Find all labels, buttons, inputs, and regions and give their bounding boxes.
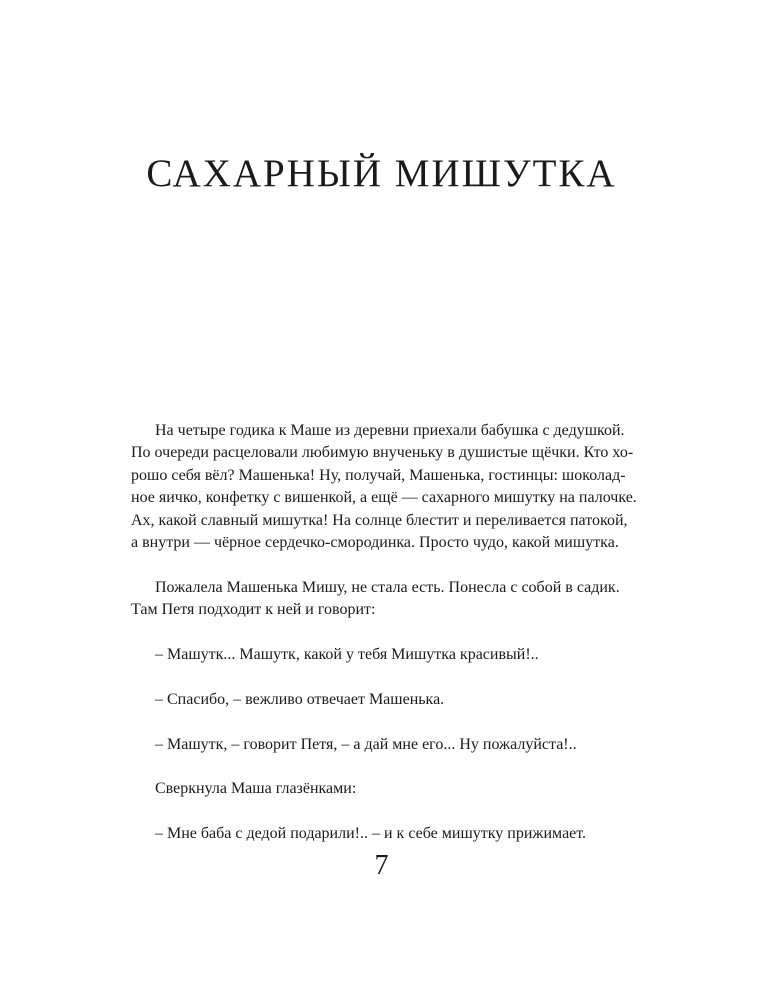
text-line: Ах, какой славный мишутка! На солнце блестит и переливается патокой, (131, 511, 628, 529)
text-line: ное яичко, конфетку с вишенкой, а ещё — сахарного мишутку на палочке. (131, 489, 637, 507)
text-line: По очереди расцеловали любимую внученьку в душистые щёчки. Кто хо- (131, 444, 634, 462)
text-line: Там Петя подходит к ней и говорит: (131, 601, 376, 619)
text-line: Пожалела Машенька Мишу, не стала есть. Понесла с собой в садик. (155, 578, 620, 596)
dialogue-line-3: – Машутк, – говорит Петя, – а дай мне его... Ну пожалуйста!.. (155, 735, 577, 753)
chapter-title: САХАРНЫЙ МИШУТКА (146, 152, 617, 195)
page-number: 7 (374, 850, 389, 881)
paragraph-narration: Сверкнула Маша глазёнками: (155, 780, 357, 798)
paragraph-1 (131, 420, 637, 554)
text-line: На четыре годика к Маше из деревни приехали бабушка с дедушкой. (155, 422, 625, 439)
text-line: рошо себя вёл? Машенька! Ну, получай, Машенька, гостинцы: шоколад- (131, 466, 626, 484)
dialogue-line-4: – Мне баба с дедой подарили!.. – и к себе мишутку прижимает. (155, 825, 587, 843)
paragraph-2 (131, 577, 630, 622)
dialogue-line-1: – Машутк... Машутк, какой у тебя Мишутка красивый!.. (155, 646, 539, 664)
story-text (131, 420, 637, 846)
dialogue-line-2: – Спасибо, – вежливо отвечает Машенька. (155, 690, 445, 708)
text-line: а внутри — чёрное сердечко-смородинка. Просто чудо, какой мишутка. (131, 534, 619, 552)
